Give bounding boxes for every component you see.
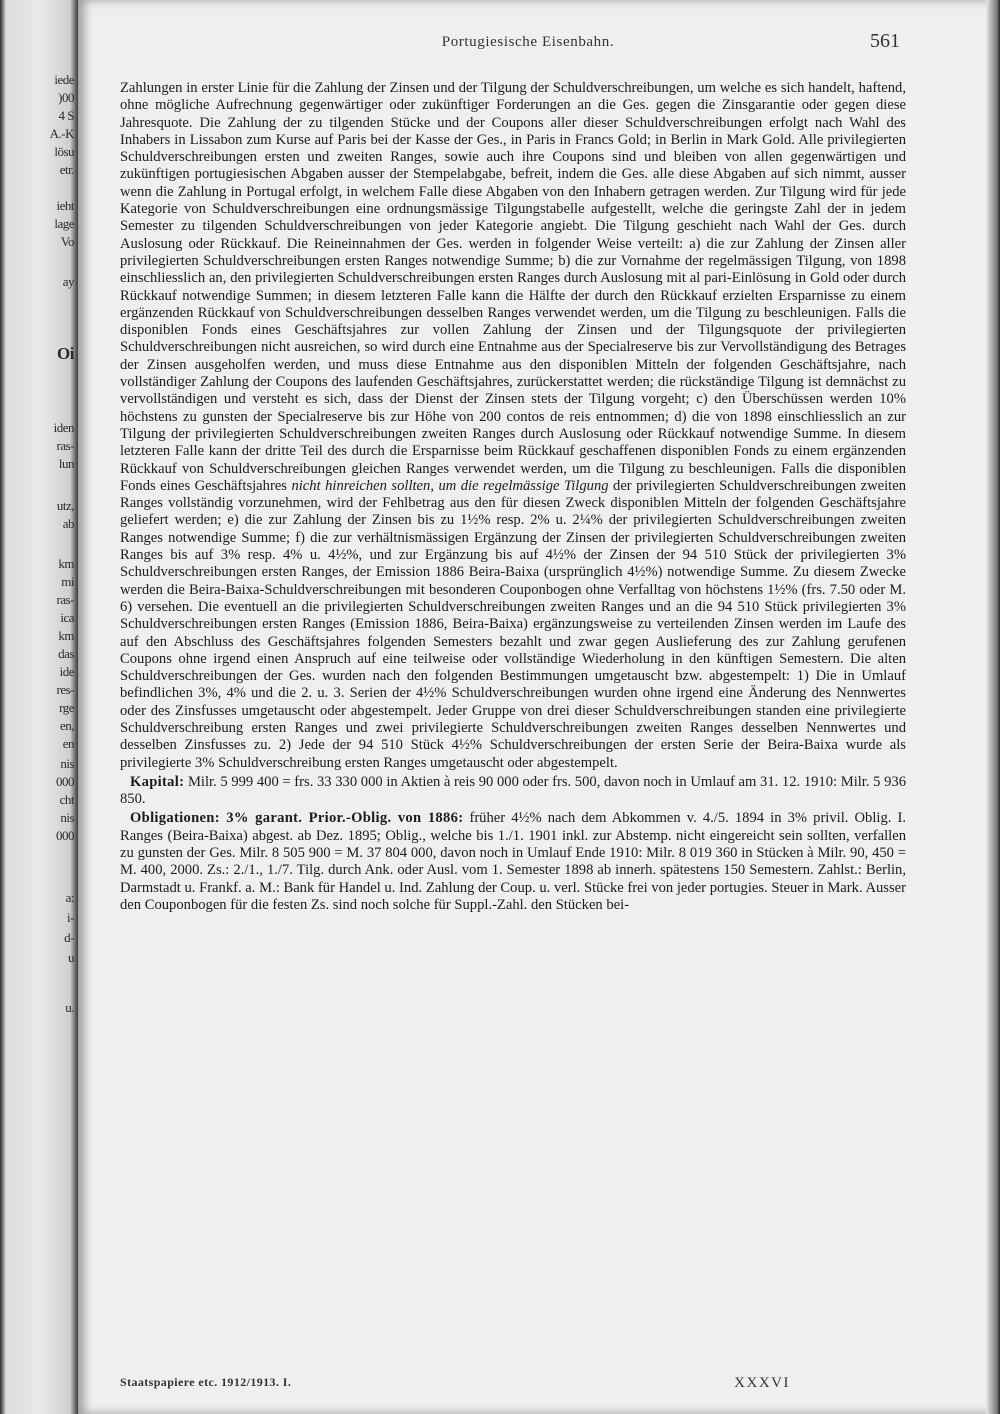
facing-page-fragment: a: [65, 890, 74, 905]
paragraph-kapital [120, 774, 906, 809]
facing-page-fragment: 000 [56, 774, 74, 789]
run-in-heading-obligationen: Obligationen: 3% garant. Prior.-Oblig. von 1886: [130, 810, 464, 827]
facing-page-fragment: nis [60, 810, 74, 825]
footer-sheet-mark: XXXVI [734, 1375, 790, 1391]
facing-page-fragment: lösu [54, 144, 74, 159]
facing-page-fragment: ras- [56, 438, 74, 453]
facing-page-edge [0, 0, 78, 1414]
facing-page-fragment: A.-K [49, 126, 74, 141]
facing-page-fragment: Oi [57, 344, 74, 363]
facing-page-fragment: 000 [56, 828, 74, 843]
paragraph-text: Milr. 5 999 400 = frs. 33 330 000 in Aktien à reis 90 000 oder frs. 500, davon noch in Umlauf am 31. 12. 1910: Milr. 5 936 850. [120, 773, 906, 808]
paragraph-obligationen [120, 810, 906, 914]
facing-page-fragment: ab [62, 516, 74, 531]
facing-page-fragment: ras- [56, 592, 74, 607]
facing-page-fragment: res- [56, 682, 74, 697]
facing-page-fragment: ay [62, 274, 74, 289]
facing-page-fragment: Vo [60, 234, 74, 249]
paragraph-text: Zahlungen in erster Linie für die Zahlung der Zinsen und der Tilgung der Schuldverschreibungen, um welche es sich handelt, haftend, ohne mögliche Aufrechnung gegenwärtiger oder zukünftiger Forderungen an die Ges. gegen die Zinsgarantie oder gegen diese Jahresquote. Die Zahlung der zu tilgenden Stücke und der Coupons aller dieser Schuldverschreibungen erfolgt nach Wahl des Inhabers in Lissabon zum Kurse auf Paris bei der Kasse der Ges., in Paris in Francs Gold; in Berlin in Mark Gold. Alle privilegierten Schuldverschreibungen ersten und zweiten Ranges, sowie auch ihre Coupons sind und bleiben von allen gegenwärtigen und zukünftigen portugiesischen Abgaben ausser der Stempelabgabe, befreit, indem die Ges. alle diese Abgaben auf sich nimmt, ausser wenn die Zahlung in Portugal erfolgt, in welchem Falle diese Abgaben von den Inhabern getragen werden. Zur Tilgung wird für jede Kategorie von Schuldverschreibungen eine ordnungsmässige Tilgungstabelle aufgestellt, welche die geringste Zahl der in jedem Semester zu tilgenden Schuldverschreibungen von jeder Kategorie angiebt. Die Tilgung geschieht nach Wahl der Ges. durch Auslosung oder Rückkauf. Die Reineinnahmen der Ges. werden in folgender Weise verteilt: a) die zur Zahlung der Zinsen aller privilegierten Schuldverschreibungen ersten Ranges notwendige Summe; b) die zur Vornahme der regelmässigen Tilgung, von 1898 einschliesslich an, den privilegierten Schuldverschreibungen ersten Ranges durch Auslosung mit al pari-Einlösung in Gold oder durch Rückkauf notwendige Summen; in diesem letzteren Falle kann die Hälfte der durch den Rückkauf erzielten Ersparnisse zu einem ergänzenden Rückkauf von Schuldverschreibungen desselben Ranges verwendet werden, um die Tilgung zu beschleunigen. Falls die disponiblen Fonds eines Geschäftsjahres zur vollen Zahlung der Zinsen und der Tilgungsquote der privilegierten Schuldverschreibungen nicht ausreichen, so wird durch eine Entnahme aus der Specialreserve bis zur Vervollständigung des Betrages der Zinsen ausgeholfen werden, und muss diese Entnahme aus den disponiblen Mitteln der folgenden Geschäftsjahre, nach vollständiger Zahlung der Coupons des laufenden Geschäftsjahres, zurückerstattet werden; die rückständige Tilgung ist demnächst zu vervollständigen und versteht es sich, dass der Dienst der Zinsen stets der Tilgung vorgeht; c) den Überschüssen werden 10% höchstens zu gunsten der Specialreserve bis zur Höhe von 200 contos de reis entnommen; d) die von 1898 einschliesslich an zur Tilgung der privilegierten Schuldverschreibungen zweiten Ranges durch Auslosung oder Rückkauf notwendige Summe. In diesem letzteren Falle kann der dritte Teil des durch die Ersparnisse beim Rückkauf geschaffenen disponiblen Fonds zu einem ergänzenden Rückkauf von Schuldverschreibungen gleichen Ranges verwendet werden, um die Tilgung zu beschleunigen. Falls die disponiblen Fonds eines Geschäftsjahres [120, 80, 906, 494]
facing-page-fragment: d- [64, 930, 74, 945]
facing-page-fragment: etr. [59, 162, 74, 177]
facing-page-fragment: lage [54, 216, 74, 231]
facing-page-fragment: u [68, 950, 74, 965]
facing-page-fragment: utz, [56, 498, 74, 513]
facing-page-fragment: km [58, 628, 74, 643]
run-in-heading-kapital: Kapital: [130, 773, 185, 790]
page-number: 561 [870, 30, 900, 52]
facing-page-fragment: nis [60, 756, 74, 771]
facing-page-fragment: mi [61, 574, 74, 589]
footer-signature: Staatspapiere etc. 1912/1913. I. [120, 1375, 292, 1389]
book-page [78, 0, 1000, 1414]
facing-page-fragment: iede [54, 72, 74, 87]
page-right-edge [986, 0, 1000, 1414]
facing-page-fragment: )00 [58, 90, 74, 105]
paragraph-main [120, 80, 906, 772]
paragraph-text: früher 4½% nach dem Abkommen v. 4./5. 1894 in 3% privil. Oblig. I. Ranges (Beira-Baixa) abgest. ab Dez. 1895; Oblig., welche bis 1./1. 1901 inkl. zur Abstemp. nicht eingereicht sein sollten, verfallen zu gunsten der Ges. Milr. 8 505 900 = M. 37 804 000, davon noch in Umlauf Ende 1910: Milr. 8 019 360 in Stücken à Milr. 90, 450 = M. 400, 2000. Zs.: 2./1., 1./7. Tilg. durch Ank. oder Ausl. vom 1. Semester 1898 ab innerh. spätestens 150 Semestern. Zahlst.: Berlin, Darmstadt u. Frankf. a. M.: Bank für Handel u. Ind. Zahlung der Coup. u. verl. Stücke frei von jeder portugies. Steuer in Mark. Ausser den Couponbogen für die festen Zs. sind noch solche für Suppl.-Zahl. den Stücken bei- [120, 810, 906, 913]
facing-page-fragment: das [58, 646, 74, 661]
facing-page-fragment: u. [65, 1000, 74, 1015]
italic-phrase: nicht hinreichen sollten, um die regelmässige Tilgung [291, 477, 609, 494]
facing-page-fragment: rge [59, 700, 74, 715]
body-text [120, 80, 906, 914]
running-head: Portugiesische Eisenbahn. [441, 34, 615, 50]
facing-page-fragment: iden [53, 420, 74, 435]
facing-page-fragment: ieht [56, 198, 74, 213]
facing-page-fragment: ide [59, 664, 74, 679]
facing-page-fragment: 4 S [58, 108, 74, 123]
facing-page-fragment: cht [59, 792, 74, 807]
facing-page-fragment: ica [60, 610, 74, 625]
facing-page-fragment: en, [59, 718, 74, 733]
facing-page-fragment: i- [67, 910, 74, 925]
facing-page-fragment: km [58, 556, 74, 571]
facing-page-fragment: en [62, 736, 74, 751]
facing-page-fragment: lun [58, 456, 74, 471]
paragraph-text-continued: der privilegierten Schuldverschreibungen zweiten Ranges vollständig vorzunehmen, wird der Fehlbetrag aus den für diesen Zweck disponiblen Mitteln der folgenden Geschäftsjahre geliefert werden; e) die zur Zahlung der Zinsen bis zu 1½% resp. 2% u. 2¼% der privilegierten Schuldverschreibungen zweiten Ranges notwendige Summe; f) die zur verhältnismässigen Ergänzung der Zinsen der privilegierten Schuldverschreibungen zweiten Ranges bis auf 3% resp. 4% u. 4½%, und zur Ergänzung bis auf 4½% der Zinsen der 94 510 Stück der privilegierten 3% Schuldverschreibungen ersten Ranges, der Emission 1886 Beira-Baixa (ursprünglich 4½%) notwendige Summe. Zu diesem Zwecke werden die Beira-Baixa-Schuldverschreibungen mit besonderen Couponbogen ohne Verfalltag von höchstens 1½% (frs. 7.50 oder M. 6) versehen. Die eventuell an die privilegierten Schuldverschreibungen zweiten Ranges und an die 94 510 Stück privilegierten 3% Schuldverschreibungen ersten Ranges (Emission 1886, Beira-Baixa) ergänzungsweise zu verteilenden Zinsen werden im Laufe des auf den Abschluss des Geschäftsjahres folgenden Semesters bezahlt und zwar gegen Auslieferung des zur Zahlung gerufenen Coupons ohne irgend einen Anspruch auf eine teilweise oder vollständige Wiederholung in den künftigen Semestern. Die alten Schuldverschreibungen der Ges. wurden nach den folgenden Bestimmungen umgetauscht bzw. abgestempelt: 1) Die in Umlauf befindlichen 3%, 4% und die 2. u. 3. Serien der 4½% Schuldverschreibungen wurden ohne irgend eine Änderung des Nennwertes oder des Zinsfusses umgetauscht oder abgestempelt. Jeder Gruppe von drei dieser Schuldverschreibungen standen eine privilegierte Schuldverschreibung ersten Ranges und zwei privilegierte Schuldverschreibungen zweiten Ranges desselben Nennwertes und desselben Zinsfusses zu. 2) Jede der 94 510 Stück 4½% Schuldverschreibungen der ersten Serie der Beira-Baixa wurde als privilegierte 3% Schuldverschreibung ersten Ranges umgetauscht oder abgestempelt. [120, 477, 907, 771]
